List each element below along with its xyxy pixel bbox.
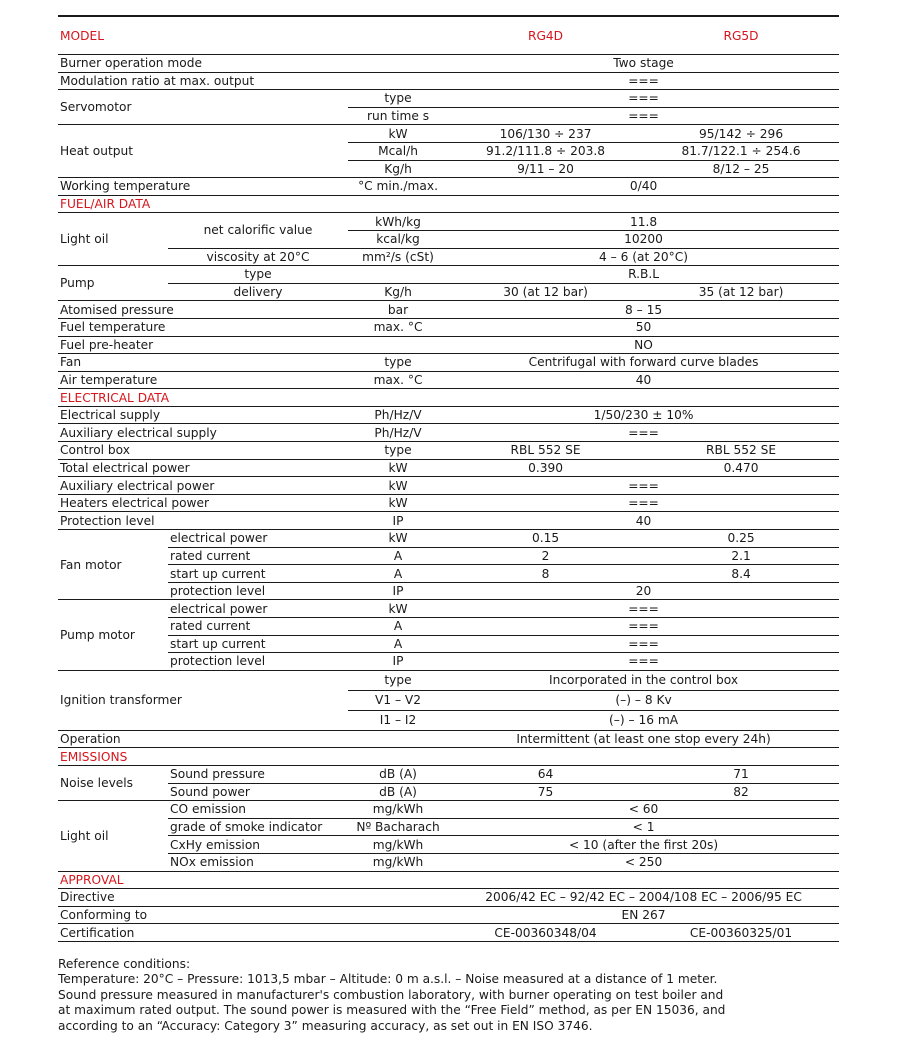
table-row: Operation Intermittent (at least one stop every 24h) (58, 730, 839, 748)
table-row: Control box type RBL 552 SE RBL 552 SE (58, 442, 839, 460)
section-header-electrical: ELECTRICAL DATA (58, 389, 839, 407)
table-row: Working temperature °C min./max. 0/40 (58, 178, 839, 196)
table-row: Pump type R.B.L (58, 266, 839, 284)
model-rg4d: RG4D (448, 16, 643, 55)
table-row: protection level IP 20 (58, 582, 839, 600)
table-row: Total electrical power kW 0.390 0.470 (58, 459, 839, 477)
table-row: run time s === (58, 107, 839, 125)
table-row: Burner operation mode Two stage (58, 55, 839, 73)
table-row: Fuel temperature max. °C 50 (58, 318, 839, 336)
notes-line: Reference conditions: (58, 957, 191, 971)
table-row: delivery Kg/h 30 (at 12 bar) 35 (at 12 bar) (58, 283, 839, 301)
table-row: Protection level IP 40 (58, 512, 839, 530)
table-row: NOx emission mg/kWh < 250 (58, 853, 839, 871)
table-row: Heat output kW 106/130 ÷ 237 95/142 ÷ 296 (58, 125, 839, 143)
table-row: Air temperature max. °C 40 (58, 371, 839, 389)
table-row: Servomotor type === (58, 90, 839, 108)
table-row: Certification CE-00360348/04 CE-00360325/01 (58, 924, 839, 942)
table-row: Pump motor electrical power kW === (58, 600, 839, 618)
table-row: Atomised pressure bar 8 – 15 (58, 301, 839, 319)
table-row: start up current A 8 8.4 (58, 565, 839, 583)
model-label: MODEL (58, 16, 448, 55)
table-row: CxHy emission mg/kWh < 10 (after the first 20s) (58, 836, 839, 854)
notes-line: at maximum rated output. The sound power is measured with the “Free Field” method, as per EN 15036, and (58, 1003, 726, 1018)
table-row: Auxiliary electrical power kW === (58, 477, 839, 495)
section-header-approval: APPROVAL (58, 871, 839, 889)
table-row: rated current A 2 2.1 (58, 547, 839, 565)
table-row: Noise levels Sound pressure dB (A) 64 71 (58, 765, 839, 783)
notes-line: according to an “Accuracy: Category 3” measuring accuracy, as set out in EN ISO 3746. (58, 1018, 593, 1033)
table-row: Mcal/h 91.2/111.8 ÷ 203.8 81.7/122.1 ÷ 254.6 (58, 142, 839, 160)
table-row: viscosity at 20°C mm²/s (cSt) 4 – 6 (at 20°C) (58, 248, 839, 266)
table-row: Fan motor electrical power kW 0.15 0.25 (58, 530, 839, 548)
table-row: Fan type Centrifugal with forward curve blades (58, 354, 839, 372)
table-row: Sound power dB (A) 75 82 (58, 783, 839, 801)
table-row: Heaters electrical power kW === (58, 494, 839, 512)
section-header-fuel: FUEL/AIR DATA (58, 195, 839, 213)
table-row: Fuel pre-heater NO (58, 336, 839, 354)
table-row: V1 – V2 (–) – 8 Kv (58, 690, 839, 710)
table-row: Conforming to EN 267 (58, 906, 839, 924)
table-row: Kg/h 9/11 – 20 8/12 – 25 (58, 160, 839, 178)
table-row: Auxiliary electrical supply Ph/Hz/V === (58, 424, 839, 442)
notes-line: Temperature: 20°C – Pressure: 1013,5 mbar – Altitude: 0 m a.s.l. – Noise measured at a distance of 1 meter. (58, 972, 718, 987)
table-row: I1 – I2 (–) – 16 mA (58, 710, 839, 730)
table-row: kcal/kg 10200 (58, 230, 839, 248)
technical-data-table (58, 15, 839, 942)
section-header-emissions: EMISSIONS (58, 748, 839, 766)
specification-sheet (58, 15, 839, 942)
table-row: Directive 2006/42 EC – 92/42 EC – 2004/108 EC – 2006/95 EC (58, 889, 839, 907)
table-row: Electrical supply Ph/Hz/V 1/50/230 ± 10% (58, 406, 839, 424)
table-header-row (58, 16, 839, 55)
table-row: Modulation ratio at max. output === (58, 72, 839, 90)
model-rg5d: RG5D (643, 16, 839, 55)
table-row: rated current A === (58, 618, 839, 636)
table-row: protection level IP === (58, 653, 839, 671)
table-row: grade of smoke indicator Nº Bacharach < 1 (58, 818, 839, 836)
table-row: Ignition transformer type Incorporated in the control box (58, 670, 839, 690)
notes-line: Sound pressure measured in manufacturer's combustion laboratory, with burner operating on test boiler and (58, 987, 724, 1002)
table-row: Light oil CO emission mg/kWh < 60 (58, 801, 839, 819)
reference-notes (58, 957, 848, 1034)
table-row: Light oil net calorific value kWh/kg 11.8 (58, 213, 839, 231)
table-row: start up current A === (58, 635, 839, 653)
